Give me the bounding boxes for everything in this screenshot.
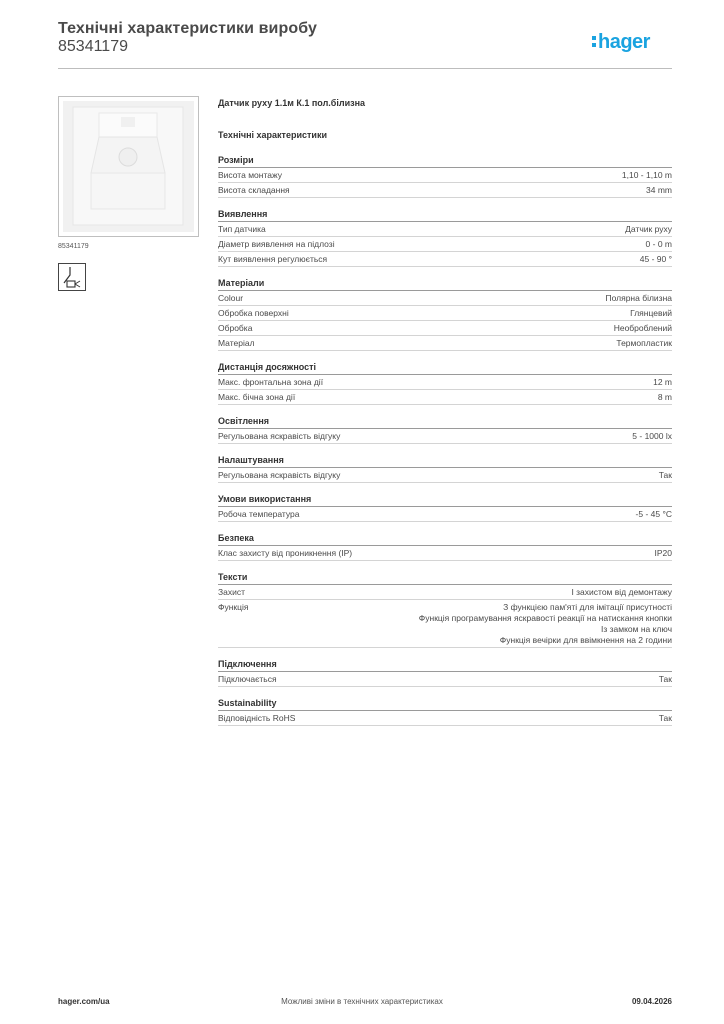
spec-row [218,507,672,522]
spec-label: Макс. бічна зона дії [218,392,296,402]
spec-value-line: Функція вечірки для ввімкнення на 2 години [499,635,672,645]
motion-sensor-image [59,97,198,236]
spec-row [218,321,672,336]
spec-value-line: Так [658,674,672,684]
spec-value [632,431,672,442]
section-title: Sustainability [218,697,672,711]
spec-section [218,208,672,267]
hager-logo-text: hager [598,31,650,53]
spec-row [218,252,672,267]
spec-label: Захист [218,587,246,597]
product-code: 85341179 [58,38,128,55]
hager-logo [592,28,676,56]
section-title: Умови використання [218,493,672,507]
section-title: Дистанція досяжності [218,361,672,375]
spec-label: Обробка поверхні [218,308,289,318]
spec-section [218,697,672,726]
spec-value [658,392,672,403]
spec-value-line: -5 - 45 °C [635,509,672,519]
spec-section [218,658,672,687]
spec-label: Діаметр виявлення на підлозі [218,239,335,249]
spec-value [659,674,672,685]
spec-value-line: 8 m [657,392,672,402]
spec-row [218,546,672,561]
spec-value [636,509,672,520]
spec-section [218,493,672,522]
spec-value-line: З функцією пам'яті для імітації присутності [503,602,672,612]
spec-value [646,185,672,196]
footer-disclaimer: Можливі зміни в технічних характеристиках [281,997,443,1006]
spec-row [218,600,672,648]
spec-row [218,306,672,321]
spec-value-line: 1,10 - 1,10 m [621,170,672,180]
page-title: Технічні характеристики виробу [58,20,317,37]
section-title: Тексти [218,571,672,585]
spec-value-line: Полярна білизна [605,293,672,303]
spec-value-line: Функція програмування яскравості реакції на натискання кнопки [418,613,672,623]
spec-row [218,168,672,183]
spec-value [616,338,672,349]
product-name: Датчик руху 1.1м К.1 пол.білизна [218,98,366,108]
spec-section [218,361,672,405]
side-product-code: 85341179 [58,243,89,250]
spec-row [218,390,672,405]
spec-label: Підключається [218,674,277,684]
spec-section [218,154,672,198]
spec-label: Кут виявлення регулюється [218,254,328,264]
spec-value [655,548,673,559]
spec-label: Colour [218,293,244,303]
spec-value-line: Із замком на ключ [600,624,672,634]
spec-row [218,336,672,351]
spec-row [218,585,672,600]
spec-label: Регульована яскравість відгуку [218,431,341,441]
spec-section [218,277,672,351]
spec-value [646,239,672,250]
spec-row [218,237,672,252]
section-title: Безпека [218,532,672,546]
spec-sections [218,154,672,726]
spec-label: Висота монтажу [218,170,283,180]
spec-value [622,170,672,181]
spec-value-line: 5 - 1000 lx [632,431,672,441]
spec-value [625,224,672,235]
spec-label: Висота складання [218,185,290,195]
spec-row [218,222,672,237]
spec-section [218,571,672,648]
spec-row [218,468,672,483]
spec-value-line: IP20 [654,548,672,558]
spec-row [218,291,672,306]
footer-date: 09.04.2026 [631,997,672,1006]
footer-website[interactable]: hager.com/ua [58,997,110,1006]
wall-mounted-sensor-icon [58,263,86,291]
spec-value-line: 12 m [653,377,672,387]
spec-row [218,429,672,444]
spec-value-line: 45 - 90 ° [639,254,672,264]
spec-value [653,377,672,388]
header-divider [58,68,672,69]
section-title: Освітлення [218,415,672,429]
spec-label: Робоча температура [218,509,300,519]
spec-row [218,711,672,726]
section-title: Матеріали [218,277,672,291]
section-title: Підключення [218,658,672,672]
spec-value [605,293,672,304]
spec-value-line: Датчик руху [625,224,672,234]
spec-row [218,672,672,687]
spec-value [640,254,672,265]
spec-value [419,602,672,646]
section-title: Налаштування [218,454,672,468]
spec-label: Обробка [218,323,253,333]
spec-row [218,375,672,390]
spec-label: Макс. фронтальна зона дії [218,377,324,387]
spec-value [630,308,672,319]
spec-value-line: Так [658,470,672,480]
section-title: Виявлення [218,208,672,222]
spec-value-line: Так [658,713,672,723]
spec-value [571,587,672,598]
spec-section [218,454,672,483]
spec-row [218,183,672,198]
spec-value-line: Глянцевий [630,308,672,318]
product-image [58,96,199,237]
spec-value [659,713,672,724]
spec-value-line: Необроблений [613,323,672,333]
spec-label: Матеріал [218,338,255,348]
spec-value-line: 34 mm [646,185,672,195]
section-title: Розміри [218,154,672,168]
spec-label: Клас захисту від проникнення (IP) [218,548,353,558]
spec-value [659,470,672,481]
spec-label: Тип датчика [218,224,266,234]
spec-value-line: Термопластик [616,338,672,348]
spec-value-line: І захистом від демонтажу [571,587,672,597]
spec-label: Функція [218,602,249,612]
spec-section [218,532,672,561]
spec-label: Відповідність RoHS [218,713,296,723]
spec-label: Регульована яскравість відгуку [218,470,341,480]
specs-heading: Технічні характеристики [218,130,327,140]
spec-content [218,96,672,726]
spec-value-line: 0 - 0 m [645,239,672,249]
spec-section [218,415,672,444]
spec-value [614,323,672,334]
